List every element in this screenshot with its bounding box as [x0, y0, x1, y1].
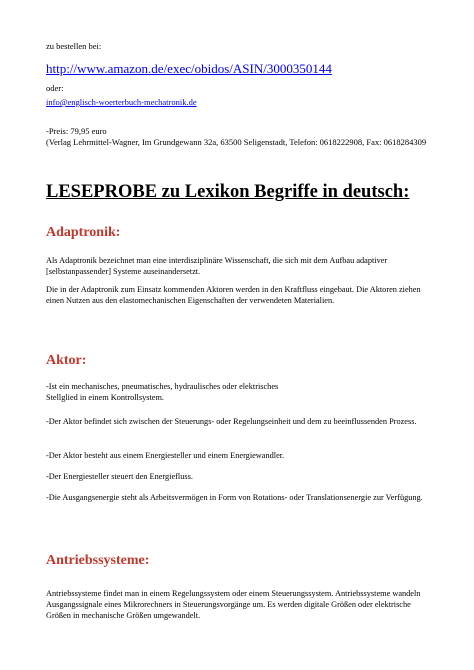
email-link[interactable]: info@englisch-woerterbuch-mechatronik.de — [46, 97, 197, 107]
aktor-p4: -Der Energiesteller steuert den Energiefluss. — [46, 472, 193, 481]
order-or: oder: — [46, 83, 64, 93]
amazon-link[interactable]: http://www.amazon.de/exec/obidos/ASIN/3000350144 — [46, 61, 332, 76]
aktor-p1-line1: -Ist ein mechanisches, pneumatisches, hydraulisches oder elektrisches — [46, 382, 279, 391]
adaptronik-p1: Als Adaptronik bezeichnet man eine interdisziplinäre Wissenschaft, die sich mit dem Aufbau adaptiver [selbstanpassender] Systeme auseinandersetzt. — [46, 256, 388, 276]
price-line: -Preis: 79,95 euro — [46, 126, 107, 136]
antriebssysteme-title: Antriebssysteme: — [46, 553, 150, 568]
aktor-p1-line2: Stellglied in einem Kontrollsystem. — [46, 393, 164, 402]
adaptronik-title: Adaptronik: — [46, 225, 121, 240]
aktor-p2: -Der Aktor befindet sich zwischen der Steuerungs- oder Regelungseinheit und dem zu beeinflussenden Prozess. — [46, 417, 417, 426]
aktor-title: Aktor: — [46, 353, 87, 368]
aktor-p5: -Die Ausgangsenergie steht als Arbeitsvermögen in Form von Rotations- oder Translationsenergie zur Verfügung. — [46, 493, 423, 502]
adaptronik-p2: Die in der Adaptronik zum Einsatz kommenden Aktoren werden in den Kraftfluss eingebaut. Die Aktoren ziehen einen Nutzen aus den elastomechanischen Eigenschaften der verwendeten Materialien. — [46, 285, 421, 305]
main-title: LESEPROBE zu Lexikon Begriffe in deutsch: — [46, 182, 410, 202]
antriebssysteme-p1: Antriebssysteme findet man in einem Regelungssystem oder einem Steuerungssystem. Antriebssysteme wandeln Ausgangssignale eines Mikrorechners in Steuerungsvorgänge um. Es werden digitale Größen oder elektrische Größen in mechanische Größen umgewandelt. — [46, 589, 421, 620]
order-intro: zu bestellen bei: — [46, 41, 102, 51]
aktor-p3: -Der Aktor besteht aus einem Energiesteller und einem Energiewandler. — [46, 451, 285, 460]
publisher-line: (Verlag Lehrmittel-Wagner, Im Grundgewann 32a, 63500 Seligenstadt, Telefon: 0618222908, Fax: 0618284309 — [46, 137, 427, 147]
